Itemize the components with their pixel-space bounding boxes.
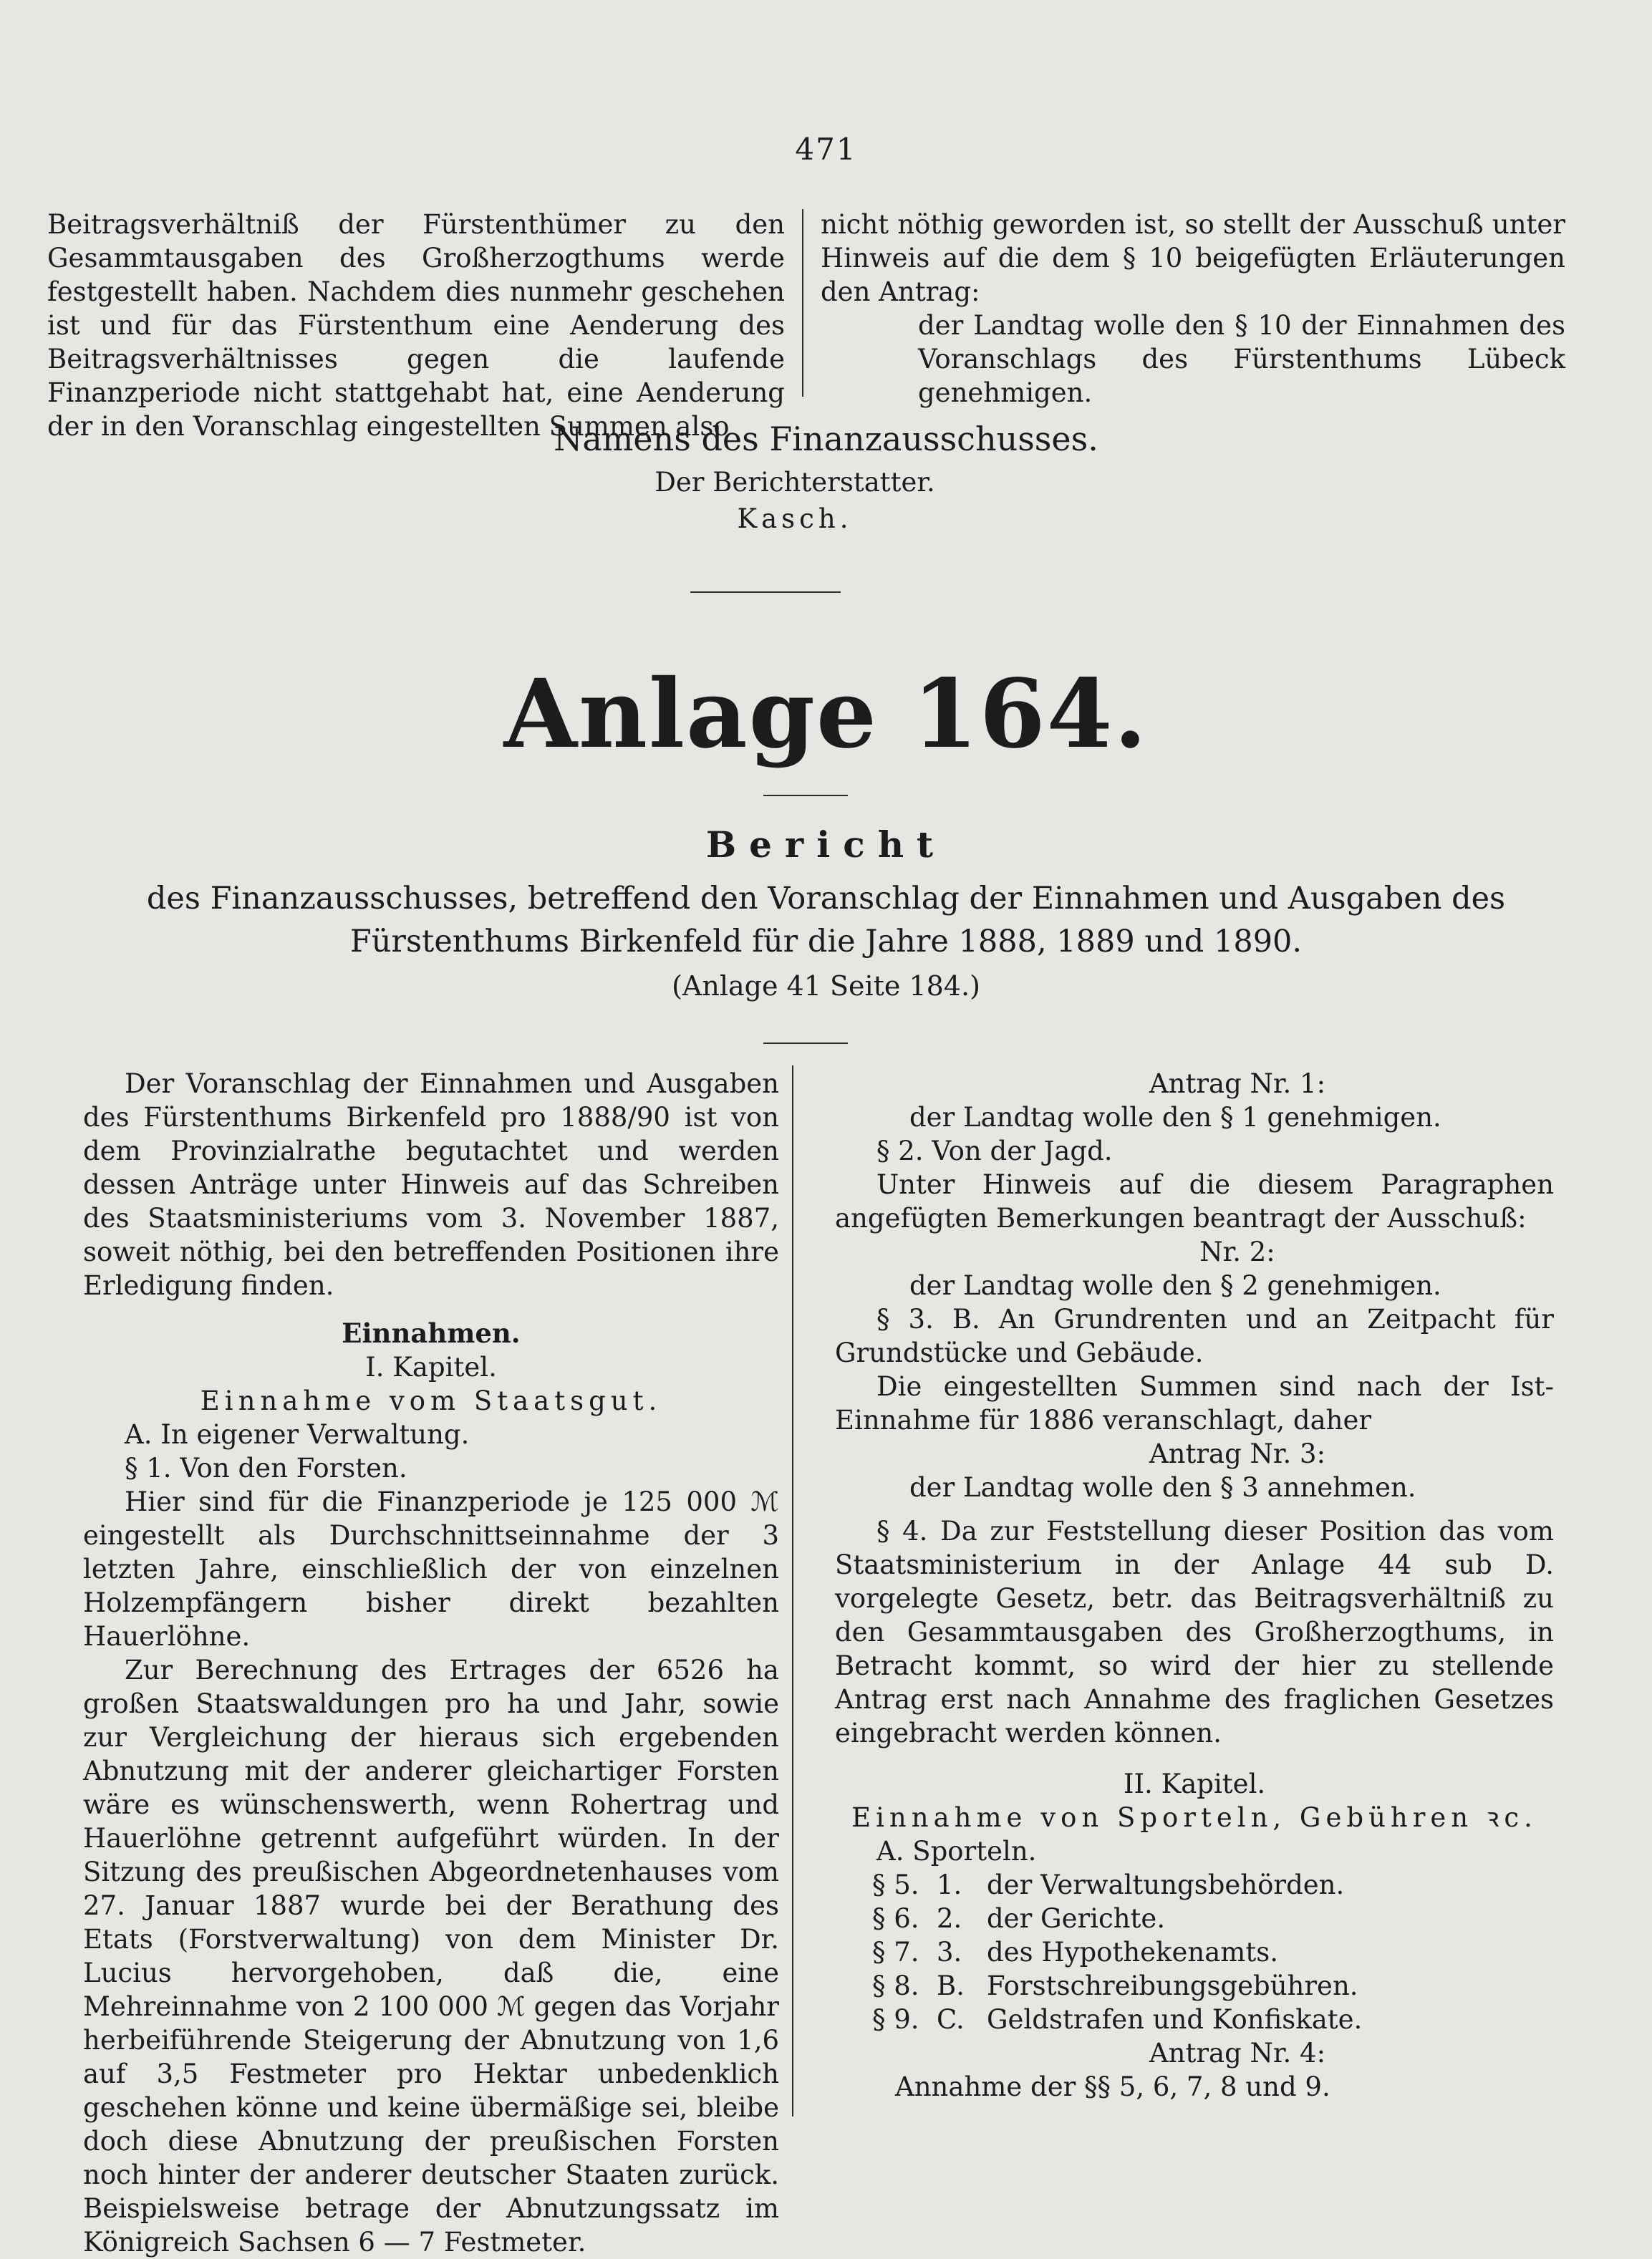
- paragraph-4: § 4. Da zur Feststellung dieser Position das vom Staatsministerium in der Anlage 44 sub D. vorgelegte Gesetz, betr. das Beitragsverhältniß zu den Gesammtausgaben des Großherzogthums, in Betracht kommt, so wird der hier zu stellende Antrag erst nach Annahme des fraglichen Gesetzes eingebracht werden können.: [835, 1516, 1554, 1748]
- einnahmen-heading: Einnahmen.: [342, 1317, 521, 1349]
- motion-2: der Landtag wolle den § 2 genehmigen.: [909, 1270, 1441, 1301]
- kapitel-2-heading: II. Kapitel.: [1123, 1769, 1266, 1799]
- forest-calculation-paragraph: Zur Berechnung des Ertrages der 6526 ha großen Staatswaldungen pro ha und Jahr, sowie zur Vergleichung der hieraus sich ergebenden Abnutzung mit der anderer gleichartiger Forsten wäre es wünschenswerth, wenn Rohertrag und Hauerlöhne getrennt aufgeführt würden. In der Sitzung des preußischen Abgeordnetenhauses vom 27. Januar 1887 wurde bei der Berathung des Etats (Forstverwaltung) von dem Minister Dr. Lucius hervorgehoben, daß die, eine Mehreinnahme von 2 100 000 ℳ gegen das Vorjahr herbeiführende Steigerung der Abnutzung von 1,6 auf 3,5 Festmeter pro Hektar unbedenklich geschehen könne und keine übermäßige sei, bleibe doch diese Abnutzung der preußischen Forsten noch hinter der anderer deutscher Staaten zurück. Beispielsweise betrage der Abnutzungssatz im Königreich Sachsen 6 — 7 Festmeter.: [83, 1655, 779, 2258]
- paragraph-2-text: Unter Hinweis auf die diesem Paragraphen angefügten Bemerkungen beantragt der Ausschuß:: [835, 1169, 1554, 1234]
- bericht-heading: Bericht: [705, 823, 947, 866]
- title-rule: [763, 795, 848, 796]
- signature-role: Der Berichterstatter.: [654, 467, 935, 498]
- top-left-column: [47, 208, 785, 443]
- signature-committee: Namens des Finanzausschusses.: [554, 420, 1098, 458]
- section-a: A. In eigener Verwaltung.: [125, 1419, 470, 1450]
- signature-name: Kasch.: [737, 503, 853, 534]
- list-item: § 7. 3. des Hypothekenamts.: [872, 1937, 1278, 1968]
- top-right-column: [821, 208, 1565, 410]
- antrag-1: Antrag Nr. 1:: [1149, 1068, 1326, 1099]
- right-column: [835, 1067, 1554, 2104]
- top-left-paragraph: Beitragsverhältniß der Fürstenthümer zu den Gesammtausgaben des Großherzogthums werde festgestellt haben. Nachdem dies nunmehr geschehen ist und für das Fürstenthum eine Aenderung des Beitragsverhältnisses gegen die laufende Finanzperiode nicht stattgehabt hat, eine Aenderung der in den Voranschlag eingestellten Summen also: [47, 209, 785, 442]
- list-item: § 5. 1. der Verwaltungsbehörden.: [872, 1869, 1345, 1900]
- separator-rule: [690, 591, 841, 593]
- forest-paragraph: Hier sind für die Finanzperiode je 125 000 ℳ eingestellt als Durchschnittseinnahme der 3 letzten Jahre, einschließlich der von einzelnen Holzempfängern bisher direkt bezahlten Hauerlöhne.: [83, 1486, 779, 1652]
- motion-4: Annahme der §§ 5, 6, 7, 8 und 9.: [895, 2071, 1330, 2102]
- paragraph-3-heading: § 3. B. An Grundrenten und an Zeitpacht für Grundstücke und Gebäude.: [835, 1304, 1554, 1368]
- column-divider: [802, 209, 803, 397]
- paragraph-3-text: Die eingestellten Summen sind nach der Ist-Einnahme für 1886 veranschlagt, daher: [835, 1371, 1554, 1436]
- anlage-title: Anlage 164.: [503, 659, 1149, 770]
- left-column: [83, 1067, 779, 2259]
- main-column-divider: [792, 1065, 793, 2117]
- fee-item-list: [835, 1868, 1554, 2036]
- list-item: § 8. B. Forstschreibungsgebühren.: [872, 1970, 1358, 2001]
- motion-1: der Landtag wolle den § 1 genehmigen.: [909, 1102, 1441, 1133]
- list-item: § 9. C. Geldstrafen und Konfiskate.: [872, 2004, 1363, 2035]
- antrag-4: Antrag Nr. 4:: [1149, 2038, 1326, 2069]
- top-right-motion: der Landtag wolle den § 10 der Einnahmen des Voranschlags des Fürstenthums Lübeck genehmigen.: [918, 310, 1565, 408]
- paragraph-1-heading: § 1. Von den Forsten.: [125, 1453, 407, 1484]
- kapitel-title: Einnahme vom Staatsgut.: [200, 1385, 662, 1416]
- reference-note: (Anlage 41 Seite 184.): [672, 970, 980, 1002]
- subtitle-rule: [763, 1043, 848, 1044]
- top-right-paragraph: nicht nöthig geworden ist, so stellt der Ausschuß unter Hinweis auf die dem § 10 beigefügten Erläuterungen den Antrag:: [821, 209, 1565, 307]
- kapitel-2-title: Einnahme von Sporteln, Gebühren ꝛc.: [851, 1802, 1537, 1833]
- motion-3: der Landtag wolle den § 3 annehmen.: [909, 1472, 1416, 1503]
- page-number: 471: [795, 132, 857, 167]
- report-subtitle: des Finanzausschusses, betreffend den Voranschlag der Einnahmen und Ausgaben des Fürstenthums Birkenfeld für die Jahre 1888, 1889 und 1890.: [146, 881, 1506, 959]
- intro-paragraph: Der Voranschlag der Einnahmen und Ausgaben des Fürstenthums Birkenfeld pro 1888/90 ist von dem Provinzialrathe begutachtet und werden dessen Anträge unter Hinweis auf das Schreiben des Staatsministeriums vom 3. November 1887, soweit nöthig, bei den betreffenden Positionen ihre Erledigung finden.: [83, 1068, 779, 1301]
- kapitel-heading: I. Kapitel.: [365, 1352, 497, 1383]
- list-item: § 6. 2. der Gerichte.: [872, 1903, 1166, 1934]
- section-a-sporteln: A. Sporteln.: [876, 1836, 1037, 1867]
- paragraph-2-heading: § 2. Von der Jagd.: [876, 1136, 1113, 1166]
- antrag-3: Antrag Nr. 3:: [1149, 1438, 1326, 1469]
- nr-2: Nr. 2:: [1199, 1237, 1275, 1267]
